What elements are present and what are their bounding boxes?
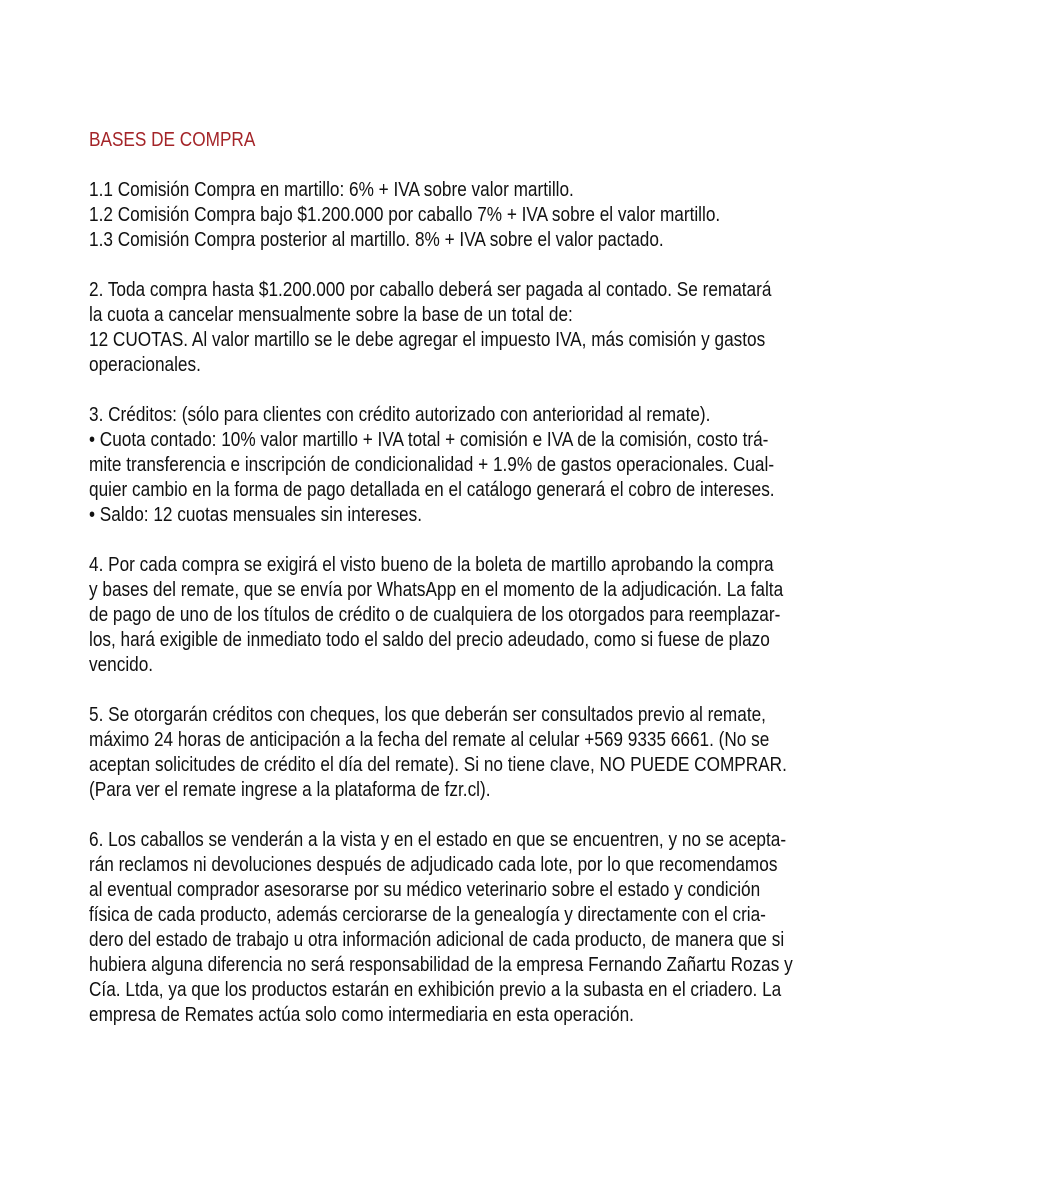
paragraph-line: • Saldo: 12 cuotas mensuales sin intereses. [89,504,423,526]
paragraph-line: dero del estado de trabajo u otra información adicional de cada producto, de manera que si [89,929,785,951]
paragraph-line: de pago de uno de los títulos de crédito o de cualquiera de los otorgados para reemplazar- [89,604,781,626]
paragraph-line: 5. Se otorgarán créditos con cheques, los que deberán ser consultados previo al remate, [89,704,766,726]
paragraph-line: empresa de Remates actúa solo como intermediaria en esta operación. [89,1004,634,1026]
purchase-terms-page [89,128,969,1028]
paragraph-line: 1.2 Comisión Compra bajo $1.200.000 por caballo 7% + IVA sobre el valor martillo. [89,204,721,226]
paragraph-line: física de cada producto, además cerciorarse de la genealogía y directamente con el cria- [89,904,766,926]
paragraph-line: 1.3 Comisión Compra posterior al martillo. 8% + IVA sobre el valor pactado. [89,229,664,251]
paragraph-line: hubiera alguna diferencia no será responsabilidad de la empresa Fernando Zañartu Rozas y [89,954,793,976]
paragraph-line: 2. Toda compra hasta $1.200.000 por caballo deberá ser pagada al contado. Se rematará [89,279,772,301]
paragraph-line: 3. Créditos: (sólo para clientes con crédito autorizado con anterioridad al remate). [89,404,711,426]
paragraph-line: vencido. [89,654,154,676]
paragraph-line: rán reclamos ni devoluciones después de adjudicado cada lote, por lo que recomendamos [89,854,778,876]
paragraph-line: quier cambio en la forma de pago detallada en el catálogo generará el cobro de intereses. [89,479,775,501]
paragraph-line: al eventual comprador asesorarse por su médico veterinario sobre el estado y condición [89,879,761,901]
paragraph-line: 1.1 Comisión Compra en martillo: 6% + IVA sobre valor martillo. [89,179,574,201]
section-sale-conditions [89,828,969,1028]
paragraph-line: Cía. Ltda, ya que los productos estarán en exhibición previo a la subasta en el criadero. La [89,979,782,1001]
paragraph-line: 12 CUOTAS. Al valor martillo se le debe agregar el impuesto IVA, más comisión y gastos [89,329,766,351]
section-approval [89,553,969,678]
paragraph-line: mite transferencia e inscripción de condicionalidad + 1.9% de gastos operacionales. Cual- [89,454,775,476]
paragraph-line: aceptan solicitudes de crédito el día del remate). Si no tiene clave, NO PUEDE COMPRAR. [89,754,787,776]
paragraph-line: la cuota a cancelar mensualmente sobre la base de un total de: [89,304,573,326]
paragraph-line: (Para ver el remate ingrese a la plataforma de fzr.cl). [89,779,491,801]
paragraph-line: 6. Los caballos se venderán a la vista y en el estado en que se encuentren, y no se acepta- [89,829,787,851]
section-commissions [89,178,969,253]
section-cheque-credits [89,703,969,803]
paragraph-line: los, hará exigible de inmediato todo el saldo del precio adeudado, como si fuese de plazo [89,629,770,651]
section-cash-payment [89,278,969,378]
paragraph-line: 4. Por cada compra se exigirá el visto bueno de la boleta de martillo aprobando la compra [89,554,774,576]
page-title: BASES DE COMPRA [89,129,256,151]
paragraph-line: operacionales. [89,354,201,376]
section-credits [89,403,969,528]
paragraph-line: • Cuota contado: 10% valor martillo + IVA total + comisión e IVA de la comisión, costo trá- [89,429,769,451]
paragraph-line: y bases del remate, que se envía por WhatsApp en el momento de la adjudicación. La falta [89,579,784,601]
paragraph-line: máximo 24 horas de anticipación a la fecha del remate al celular +569 9335 6661. (No se [89,729,770,751]
